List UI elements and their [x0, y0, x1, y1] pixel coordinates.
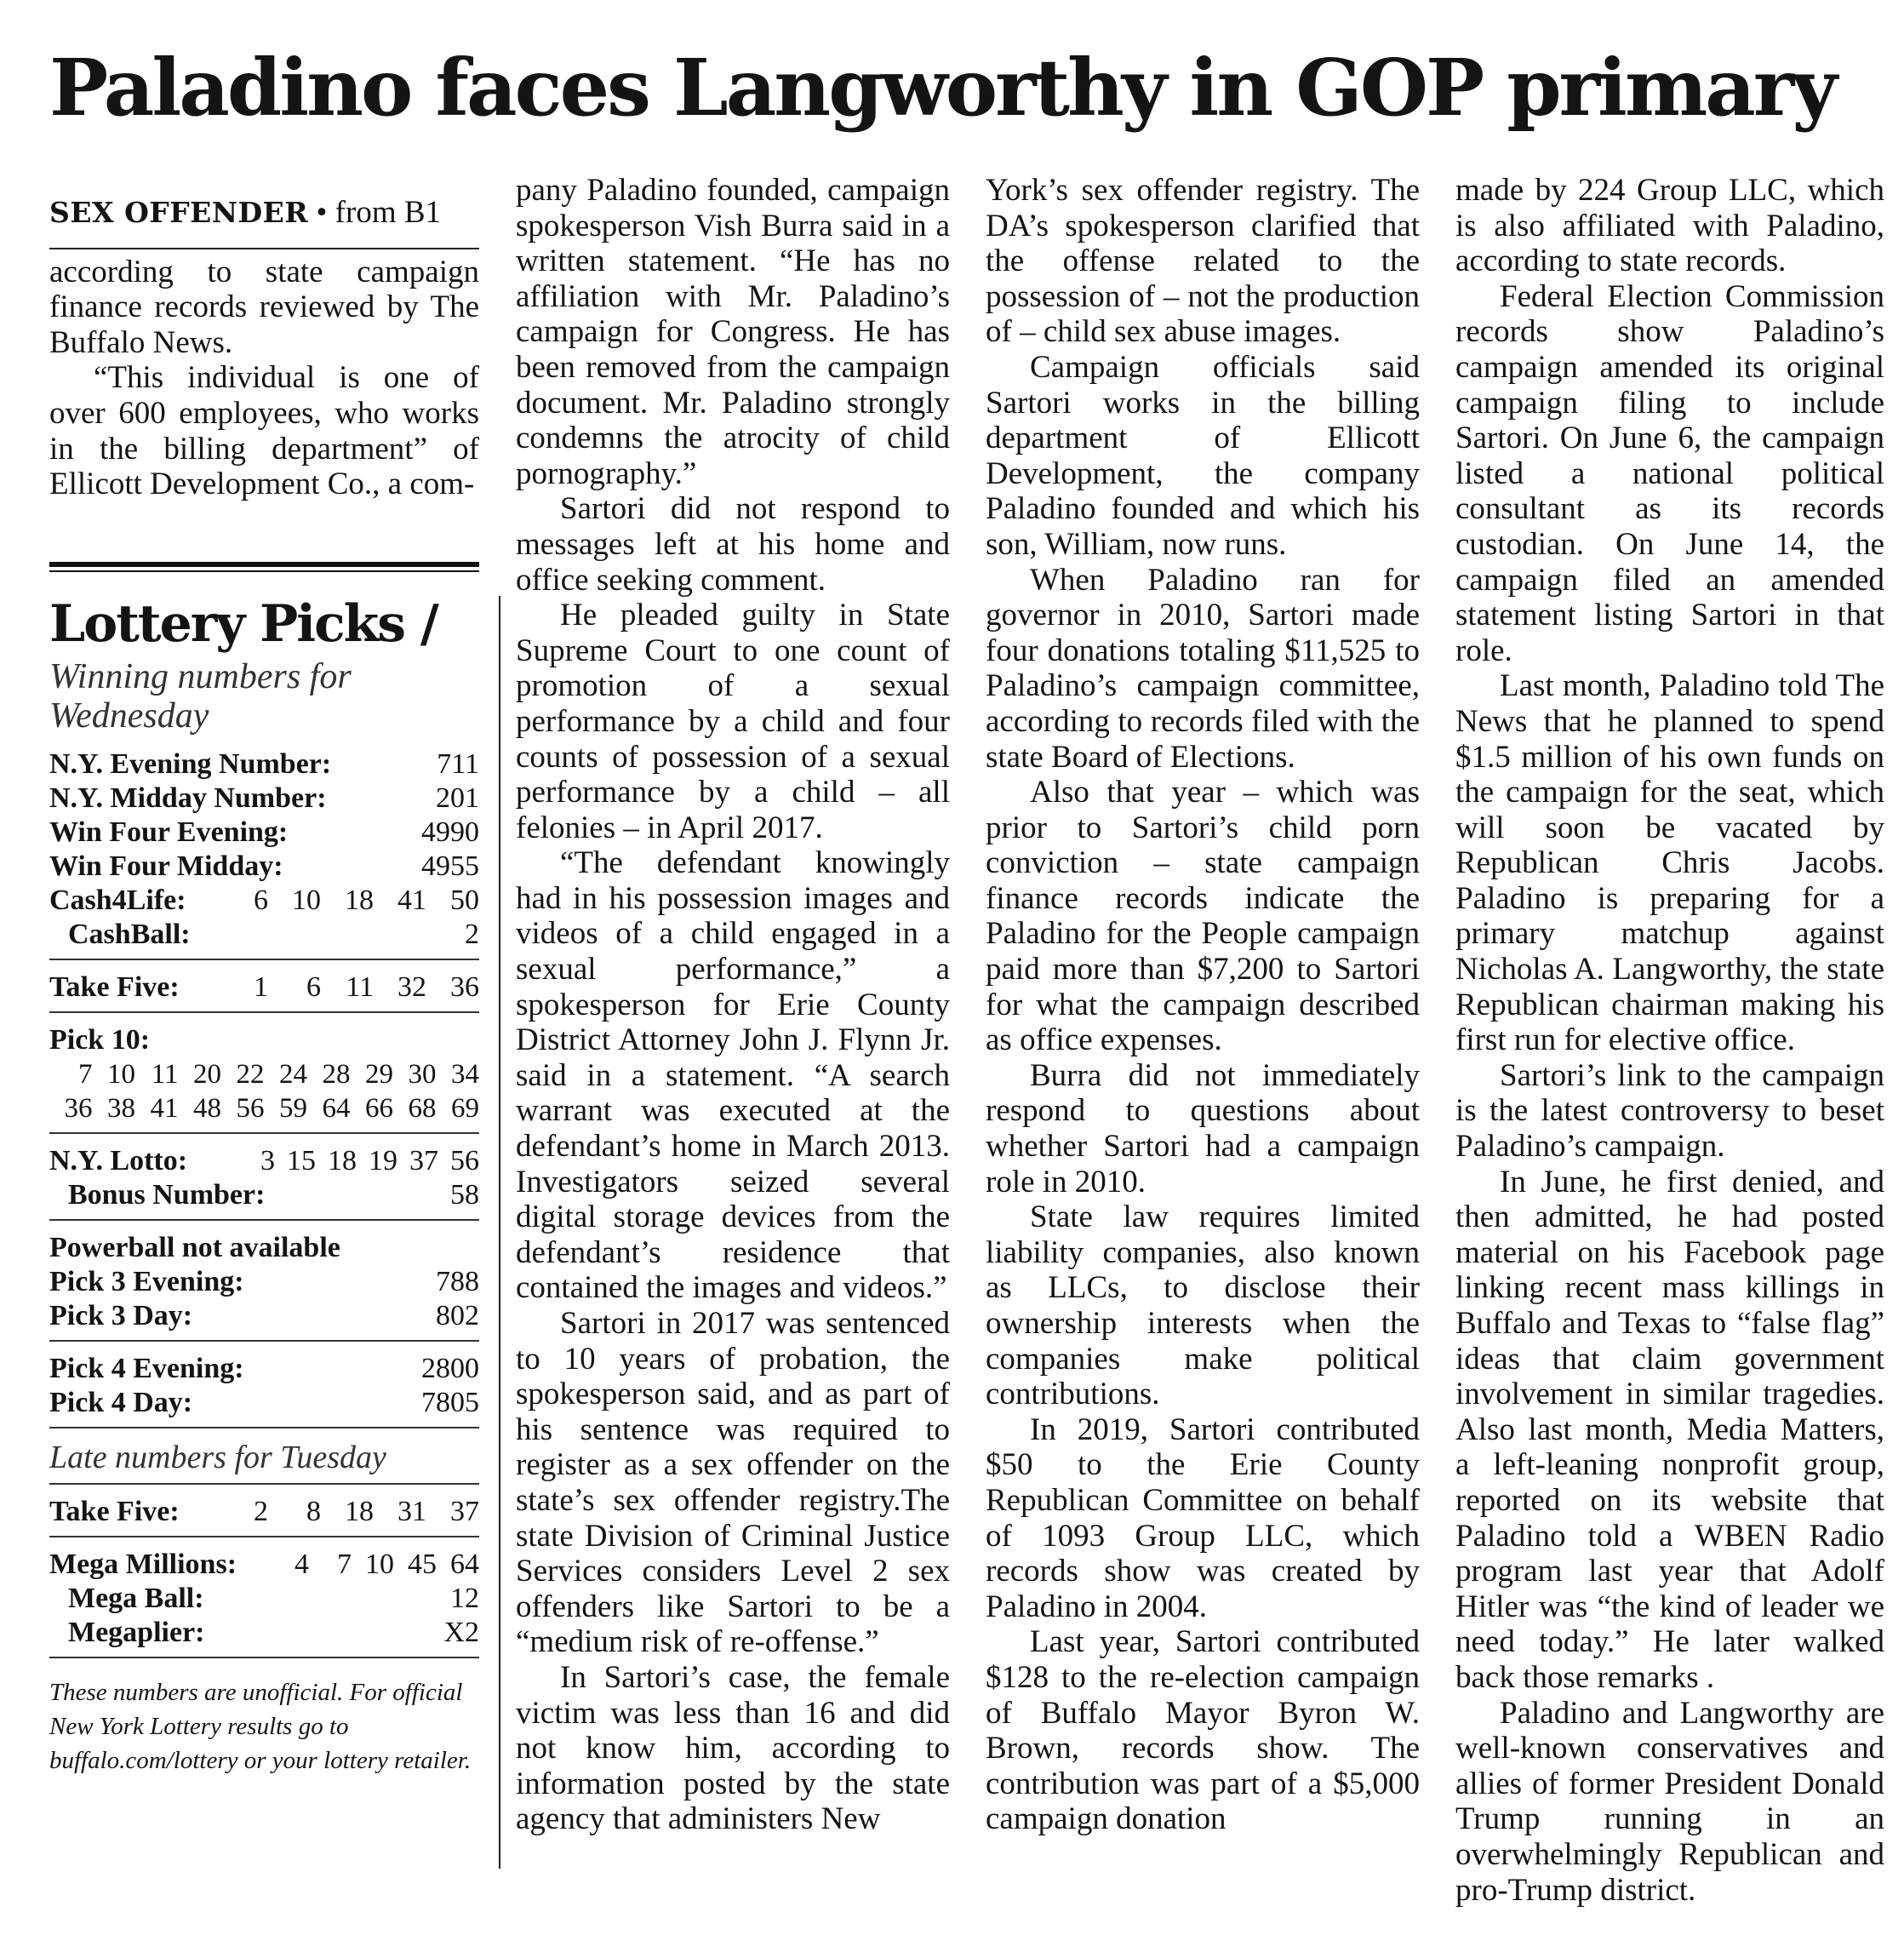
- number: 6: [306, 971, 321, 1003]
- lottery-row: [49, 1178, 479, 1212]
- jump-from: from B1: [334, 195, 442, 230]
- lottery-numbers: [215, 970, 479, 1005]
- paragraph: York’s sex offender registry. The DA’s spokesperson clarified that the offense related to the possession of – not the production of – child sex abuse images.: [986, 173, 1420, 350]
- box-rule: [49, 562, 479, 572]
- lottery-label: Pick 3 Evening:: [49, 1266, 244, 1297]
- article-column-3: [986, 173, 1420, 1875]
- pick10-numbers: [49, 1057, 479, 1125]
- number: 64: [322, 1093, 351, 1124]
- number: 56: [450, 1145, 479, 1177]
- number: 15: [287, 1145, 316, 1177]
- paragraph: Sartori in 2017 was sentenced to 10 years of probation, the spokesperson said, and as part of his sentence was required to register as a sex offender on the state’s sex offender registry.The state Division of Criminal Justice Services considers Level 2 sex offenders like Sartori to be a “medium risk of re-offense.”: [516, 1306, 950, 1660]
- lottery-row: [49, 1352, 479, 1386]
- paragraph: He pleaded guilty in State Supreme Court to one count of promotion of a sexual performance by a child and four counts of possession of a sexual performance by a child – all felonies – in April 2017.: [516, 598, 950, 845]
- pick10-block: [49, 1023, 479, 1125]
- lottery-label: CashBall:: [68, 919, 191, 950]
- number: 56: [236, 1093, 265, 1124]
- paragraph: Sartori’s link to the campaign is the latest controversy to beset Paladino’s campaign.: [1455, 1057, 1884, 1165]
- lottery-label: Mega Ball:: [68, 1583, 204, 1614]
- number: 6: [254, 885, 268, 916]
- number: 2: [254, 1496, 268, 1527]
- paragraph: “The defendant knowingly had in his possession images and videos of a child engaged in a sexual performance,” a spokesperson for Erie County District Attorney John J. Flynn Jr. said in a statement. “A search warrant was executed at the defendant’s home in March 2013. Investigators seized several digital storage devices from the defendant’s residence that contained the images and videos.”: [516, 845, 950, 1306]
- lottery-numbers: [215, 884, 479, 918]
- jump-line: [49, 173, 479, 249]
- number: 69: [451, 1093, 479, 1124]
- number: 36: [450, 971, 479, 1003]
- number: 48: [193, 1093, 221, 1124]
- jump-separator: •: [316, 195, 328, 230]
- lottery-label: Pick 4 Day:: [49, 1387, 193, 1418]
- number: 31: [397, 1496, 426, 1527]
- lottery-numbers: [273, 1548, 479, 1582]
- number: 29: [365, 1059, 393, 1090]
- lottery-value: 58: [450, 1179, 479, 1211]
- paragraph: Last month, Paladino told The News that he planned to spend $1.5 million of his own funds on the campaign for the seat, which will soon be vacated by Republican Chris Jacobs. Paladino is preparing for a primary matchup against Nicholas A. Langworthy, the state Republican chairman making his first run for elective office.: [1455, 668, 1884, 1058]
- lottery-subtitle: Winning numbers for Wednesday: [49, 657, 352, 736]
- lottery-row: [49, 747, 479, 781]
- number: 7: [78, 1059, 93, 1090]
- lottery-value: 7805: [421, 1387, 479, 1418]
- lottery-value: 4955: [421, 850, 479, 882]
- number: 34: [451, 1059, 479, 1090]
- lottery-label: Win Four Midday:: [49, 850, 283, 882]
- lottery-label: N.Y. Midday Number:: [49, 782, 327, 814]
- number: 41: [397, 885, 426, 916]
- lottery-row: [49, 1265, 479, 1299]
- lottery-value: 2: [465, 919, 479, 950]
- lottery-disclaimer: These numbers are unofficial. For official New York Lottery results go to buffalo.com/lottery or your lottery retailer.: [49, 1679, 472, 1774]
- divider: [49, 1483, 479, 1485]
- number: 30: [408, 1059, 437, 1090]
- lottery-value: X2: [443, 1617, 479, 1648]
- paragraph: In June, he first denied, and then admitted, he had posted material on his Facebook page linking recent mass killings in Buffalo and Texas to “false flag” ideas that claim government involvement in similar tragedies. Also last month, Media Matters, a left-leaning nonprofit group, reported on its website that Paladino told a WBEN Radio program last year that Adolf Hitler was “the kind of leader we need today.” He later walked back those remarks .: [1455, 1164, 1884, 1695]
- lottery-row: [49, 918, 479, 952]
- number: 1: [254, 971, 268, 1003]
- paragraph: Sartori did not respond to messages left at his home and office seeking comment.: [516, 491, 950, 598]
- number: 66: [365, 1093, 393, 1124]
- lottery-label: N.Y. Lotto:: [49, 1145, 188, 1177]
- number: 68: [408, 1093, 437, 1124]
- number: 18: [345, 1496, 374, 1527]
- number: 18: [345, 885, 374, 916]
- lottery-row: [49, 1582, 479, 1616]
- number: 37: [450, 1496, 479, 1527]
- column-divider: [499, 596, 500, 1869]
- number: 11: [151, 1059, 179, 1090]
- divider: [49, 1427, 479, 1428]
- number: 18: [328, 1145, 357, 1177]
- number: 38: [107, 1093, 135, 1124]
- lottery-label: Mega Millions:: [49, 1549, 237, 1580]
- number: 28: [322, 1059, 351, 1090]
- lottery-row: [49, 1144, 479, 1178]
- lottery-row: [49, 816, 479, 850]
- lottery-label: Take Five:: [49, 1496, 180, 1527]
- late-numbers-label: Late numbers for Tuesday: [49, 1440, 386, 1475]
- paragraph: Federal Election Commission records show Paladino’s campaign amended its original campaign filing to include Sartori. On June 6, the campaign listed a national political consultant as its records custodian. On June 14, the campaign filed an amended statement listing Sartori in that role.: [1455, 278, 1884, 668]
- lottery-value: 12: [450, 1583, 479, 1614]
- jump-label: SEX OFFENDER: [49, 196, 309, 229]
- number: 11: [346, 971, 374, 1003]
- number: 24: [279, 1059, 307, 1090]
- number: 10: [107, 1059, 135, 1090]
- lottery-value: 201: [436, 782, 479, 814]
- number: 37: [409, 1145, 438, 1177]
- lottery-row: [49, 884, 479, 918]
- lottery-numbers: [234, 1144, 479, 1178]
- divider: [49, 1219, 479, 1221]
- lottery-label: Take Five:: [49, 971, 180, 1003]
- lottery-row: [49, 850, 479, 884]
- number: 36: [64, 1093, 93, 1124]
- lottery-label: N.Y. Evening Number:: [49, 748, 332, 780]
- number: 64: [450, 1549, 479, 1580]
- number: 7: [337, 1549, 352, 1580]
- divider: [49, 1011, 479, 1013]
- number: 10: [292, 885, 321, 916]
- lottery-value: 788: [436, 1266, 479, 1297]
- lottery-row: [49, 1231, 479, 1265]
- lottery-row: [49, 1616, 479, 1650]
- paragraph: made by 224 Group LLC, which is also affiliated with Paladino, according to state records.: [1455, 173, 1884, 279]
- lottery-label: Bonus Number:: [68, 1179, 266, 1211]
- paragraph: according to state campaign finance records reviewed by The Buffalo News.: [49, 254, 479, 360]
- lottery-row: [49, 1548, 479, 1582]
- lottery-row: [49, 781, 479, 816]
- lottery-value: 711: [437, 748, 479, 780]
- paragraph: In Sartori’s case, the female victim was less than 16 and did not know him, according to information posted by the state agency that administers New: [516, 1659, 950, 1837]
- number: 4: [294, 1549, 309, 1580]
- lottery-numbers: [215, 1495, 479, 1529]
- lottery-value: 4990: [421, 816, 479, 848]
- divider: [49, 1132, 479, 1134]
- number: 50: [450, 885, 479, 916]
- number: 20: [193, 1059, 221, 1090]
- lottery-row: [49, 1386, 479, 1420]
- lottery-label: Pick 3 Day:: [49, 1300, 193, 1331]
- article-column-4: [1455, 173, 1884, 1908]
- lottery-row: [49, 970, 479, 1005]
- divider: [49, 959, 479, 960]
- lottery-picks-box: [49, 562, 479, 1778]
- number: 41: [150, 1093, 179, 1124]
- lottery-label: Powerball not available: [49, 1232, 340, 1263]
- paragraph: Burra did not immediately respond to questions about whether Sartori had a campaign role in 2010.: [986, 1057, 1420, 1199]
- lottery-label: Pick 4 Evening:: [49, 1353, 244, 1384]
- divider: [49, 1657, 479, 1658]
- number: 3: [260, 1145, 275, 1177]
- number: 45: [408, 1549, 437, 1580]
- lottery-row: [49, 1495, 479, 1529]
- lottery-row: [49, 1299, 479, 1333]
- lottery-label: Megaplier:: [68, 1617, 205, 1648]
- lottery-label: Pick 10:: [49, 1024, 151, 1056]
- lottery-label: Win Four Evening:: [49, 816, 289, 848]
- number: 22: [236, 1059, 265, 1090]
- article-column-2: [516, 173, 950, 1875]
- paragraph: Last year, Sartori contributed $128 to the re-election campaign of Buffalo Mayor Byron W. Brown, records show. The contribution was part of a $5,000 campaign donation: [986, 1624, 1420, 1837]
- headline: Paladino faces Langworthy in GOP primary: [49, 42, 1835, 134]
- paragraph: Paladino and Langworthy are well-known conservatives and allies of former President Donald Trump running in an overwhelmingly Republican and pro-Trump district.: [1455, 1695, 1884, 1908]
- number: 10: [365, 1549, 394, 1580]
- paragraph: Campaign officials said Sartori works in the billing department of Ellicott Development, the company Paladino founded and which his son, William, now runs.: [986, 349, 1420, 562]
- paragraph: State law requires limited liability companies, also known as LLCs, to disclose their ownership interests when the companies make political contributions.: [986, 1199, 1420, 1412]
- paragraph: “This individual is one of over 600 employees, who works in the billing department” of Ellicott Development Co., a com-: [49, 360, 479, 502]
- lottery-value: 2800: [421, 1353, 479, 1384]
- number: 32: [397, 971, 426, 1003]
- paragraph: pany Paladino founded, campaign spokesperson Vish Burra said in a written statement. “He has no affiliation with Mr. Paladino’s campaign for Congress. He has been removed from the campaign document. Mr. Paladino strongly condemns the atrocity of child pornography.”: [516, 173, 950, 491]
- divider: [49, 1340, 479, 1342]
- number: 19: [369, 1145, 397, 1177]
- paragraph: Also that year – which was prior to Sartori’s child porn conviction – state campaign finance records indicate the Paladino for the People campaign paid more than $7,200 to Sartori for what the campaign described as office expenses.: [986, 775, 1420, 1058]
- number: 59: [279, 1093, 307, 1124]
- number: 8: [306, 1496, 321, 1527]
- lottery-label: Cash4Life:: [49, 885, 186, 916]
- paragraph: In 2019, Sartori contributed $50 to the Erie County Republican Committee on behalf of 1093 Group LLC, which records show was created by Paladino in 2004.: [986, 1411, 1420, 1624]
- lottery-title: Lottery Picks /: [49, 594, 437, 654]
- lottery-value: 802: [436, 1300, 479, 1331]
- paragraph: When Paladino ran for governor in 2010, Sartori made four donations totaling $11,525 to Paladino’s campaign committee, according to records filed with the state Board of Elections.: [986, 562, 1420, 775]
- divider: [49, 1536, 479, 1537]
